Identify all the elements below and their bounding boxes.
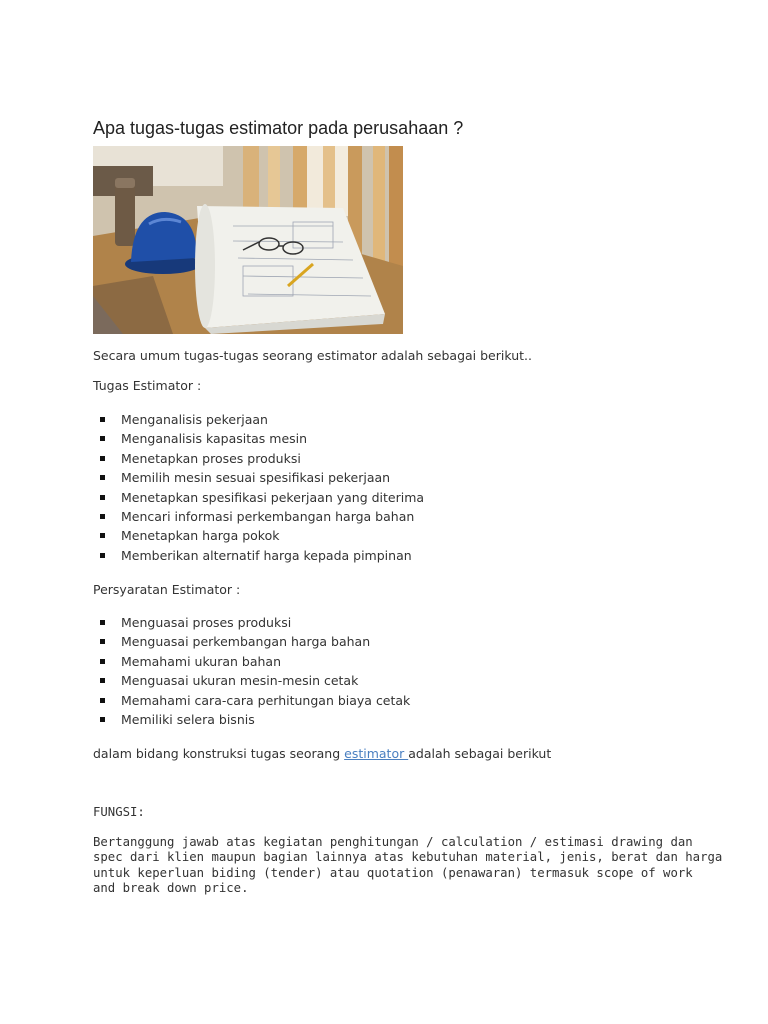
konstruksi-text-before: dalam bidang konstruksi tugas seorang xyxy=(93,746,345,761)
list-item xyxy=(93,671,410,690)
list-item-text: Menetapkan proses produksi xyxy=(121,450,301,466)
list-item xyxy=(93,429,424,448)
bullet-icon xyxy=(100,475,105,480)
list-item xyxy=(93,449,424,468)
bullet-icon xyxy=(100,533,105,538)
fungsi-paragraph xyxy=(93,835,723,896)
bullet-icon xyxy=(100,436,105,441)
list-item-text: Memahami ukuran bahan xyxy=(121,653,282,669)
list-item xyxy=(93,526,424,545)
bullet-icon xyxy=(100,639,105,644)
list-item-text: Menguasai proses produksi xyxy=(121,615,292,630)
fungsi-line: untuk keperluan biding (tender) atau quotation (penawaran) termasuk scope of work xyxy=(93,865,693,880)
bullet-icon xyxy=(100,456,105,461)
list-item-text: Mencari informasi perkembangan harga bahan xyxy=(121,508,415,524)
list-item-text: Menetapkan spesifikasi pekerjaan yang diterima xyxy=(121,489,425,505)
fungsi-line: spec dari klien maupun bagian lainnya atas kebutuhan material, jenis, berat dan harga xyxy=(93,850,723,865)
estimator-link[interactable]: estimator xyxy=(344,746,409,761)
tugas-heading: Tugas Estimator : xyxy=(93,378,202,393)
list-item-text: Memilih mesin sesuai spesifikasi pekerjaan xyxy=(121,470,391,486)
bullet-icon xyxy=(100,495,105,500)
tugas-list xyxy=(93,410,424,565)
list-item xyxy=(93,507,424,526)
bullet-icon xyxy=(100,717,105,722)
list-item xyxy=(93,546,424,565)
bullet-icon xyxy=(100,659,105,664)
konstruksi-text xyxy=(93,746,551,761)
list-item-text: Memiliki selera bisnis xyxy=(121,711,255,727)
fungsi-line: and break down price. xyxy=(93,880,249,895)
list-item xyxy=(93,710,410,729)
list-item xyxy=(93,632,410,651)
list-item xyxy=(93,468,424,487)
bullet-icon xyxy=(100,417,105,422)
list-item xyxy=(93,410,424,429)
list-item-text: Menganalisis kapasitas mesin xyxy=(121,431,308,447)
photo-illustration xyxy=(93,146,403,334)
list-item-text: Menganalisis pekerjaan xyxy=(121,412,268,427)
fungsi-heading: FUNGSI: xyxy=(93,805,145,819)
list-item xyxy=(93,613,410,632)
bullet-icon xyxy=(100,698,105,703)
list-item-text: Menguasai perkembangan harga bahan xyxy=(121,634,371,650)
bullet-icon xyxy=(100,514,105,519)
list-item-text: Menguasai ukuran mesin-mesin cetak xyxy=(121,673,359,689)
page-title: Apa tugas-tugas estimator pada perusahaan ? xyxy=(93,118,464,138)
konstruksi-text-after: adalah sebagai berikut xyxy=(408,746,552,761)
intro-text: Secara umum tugas-tugas seorang estimator adalah sebagai berikut.. xyxy=(93,348,532,363)
list-item xyxy=(93,652,410,671)
construction-plans-photo xyxy=(93,146,403,334)
persyaratan-list xyxy=(93,613,410,729)
fungsi-line: Bertanggung jawab atas kegiatan penghitungan / calculation / estimasi drawing dan xyxy=(93,835,693,849)
bullet-icon xyxy=(100,620,105,625)
list-item xyxy=(93,488,424,507)
list-item-text: Memberikan alternatif harga kepada pimpinan xyxy=(121,547,412,563)
bullet-icon xyxy=(100,553,105,558)
list-item xyxy=(93,691,410,710)
bullet-icon xyxy=(100,678,105,683)
persyaratan-heading: Persyaratan Estimator : xyxy=(93,582,241,597)
list-item-text: Memahami cara-cara perhitungan biaya cetak xyxy=(121,692,411,708)
list-item-text: Menetapkan harga pokok xyxy=(121,528,280,544)
